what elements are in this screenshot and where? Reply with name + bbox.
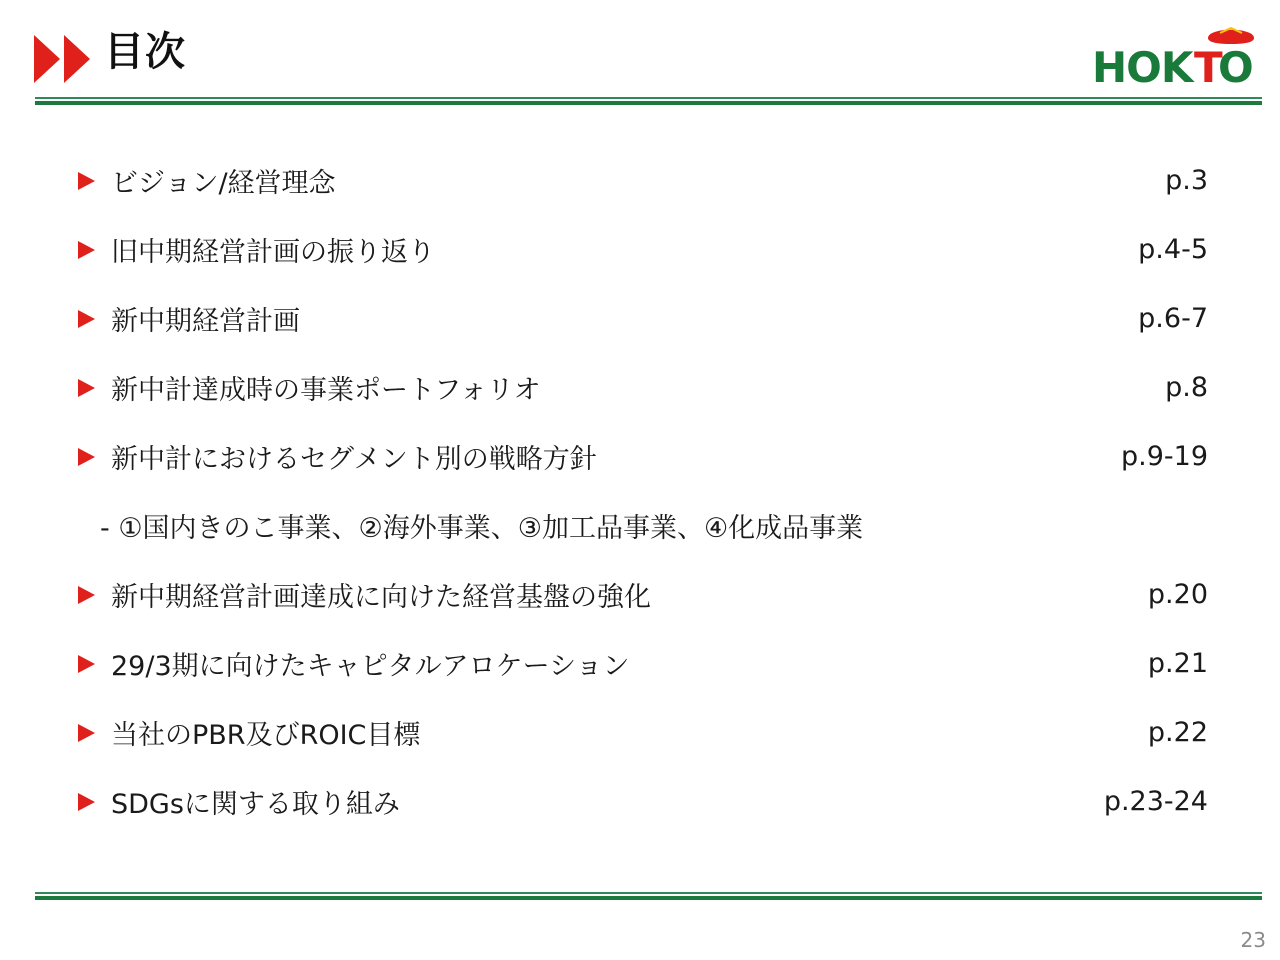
toc-item[interactable] — [76, 146, 1212, 215]
slide-number: 23 — [1240, 928, 1266, 952]
toc-item-label: 当社のPBR及びROIC目標 — [111, 720, 421, 751]
svg-text:O: O — [1218, 43, 1254, 90]
toc-item-page: p.3 — [1165, 165, 1208, 196]
toc-item-page: p.8 — [1165, 372, 1208, 403]
toc-subitem-label: - ①国内きのこ事業、②海外事業、③加工品事業、④化成品事業 — [100, 513, 864, 544]
toc-item-page: p.9-19 — [1121, 441, 1208, 472]
toc-item-label: 新中計におけるセグメント別の戦略方針 — [111, 444, 597, 475]
toc-item[interactable] — [76, 698, 1212, 767]
toc-item-page: p.20 — [1147, 579, 1208, 610]
toc-item-label: 新中期経営計画達成に向けた経営基盤の強化 — [111, 582, 651, 613]
toc-item-page: p.4-5 — [1138, 234, 1208, 265]
triangle-bullet-icon — [78, 310, 95, 328]
toc-item-page: p.23-24 — [1103, 786, 1208, 817]
toc-item[interactable] — [76, 215, 1212, 284]
triangle-bullet-icon — [78, 655, 95, 673]
double-arrow-icon — [34, 35, 94, 83]
toc-item-page: p.6-7 — [1138, 303, 1208, 334]
toc-item[interactable] — [76, 353, 1212, 422]
footer-divider — [35, 892, 1262, 900]
triangle-bullet-icon — [78, 448, 95, 466]
triangle-bullet-icon — [78, 379, 95, 397]
toc-item-label: 新中期経営計画 — [111, 306, 300, 337]
toc-item[interactable] — [76, 560, 1212, 629]
toc-item-label: SDGsに関する取り組み — [111, 789, 400, 820]
table-of-contents — [76, 146, 1212, 836]
toc-item-label: ビジョン/経営理念 — [111, 168, 336, 199]
toc-item-page: p.21 — [1147, 648, 1208, 679]
slide-header — [0, 0, 1280, 110]
triangle-bullet-icon — [78, 172, 95, 190]
toc-item[interactable] — [76, 422, 1212, 491]
svg-text:T: T — [1194, 43, 1223, 90]
toc-item[interactable] — [76, 629, 1212, 698]
toc-item-label: 29/3期に向けたキャピタルアロケーション — [111, 651, 630, 682]
page-title: 目次 — [104, 29, 186, 75]
triangle-bullet-icon — [78, 724, 95, 742]
triangle-bullet-icon — [78, 793, 95, 811]
toc-item-page: p.22 — [1147, 717, 1208, 748]
toc-item[interactable] — [76, 284, 1212, 353]
toc-item-label: 旧中期経営計画の振り返り — [111, 237, 435, 268]
toc-item-label: 新中計達成時の事業ポートフォリオ — [111, 375, 541, 406]
svg-text:HOK: HOK — [1092, 43, 1193, 90]
triangle-bullet-icon — [78, 241, 95, 259]
header-divider — [35, 97, 1262, 105]
toc-item[interactable] — [76, 767, 1212, 836]
hokto-logo — [1090, 24, 1262, 90]
toc-subitem — [76, 491, 1212, 560]
triangle-bullet-icon — [78, 586, 95, 604]
